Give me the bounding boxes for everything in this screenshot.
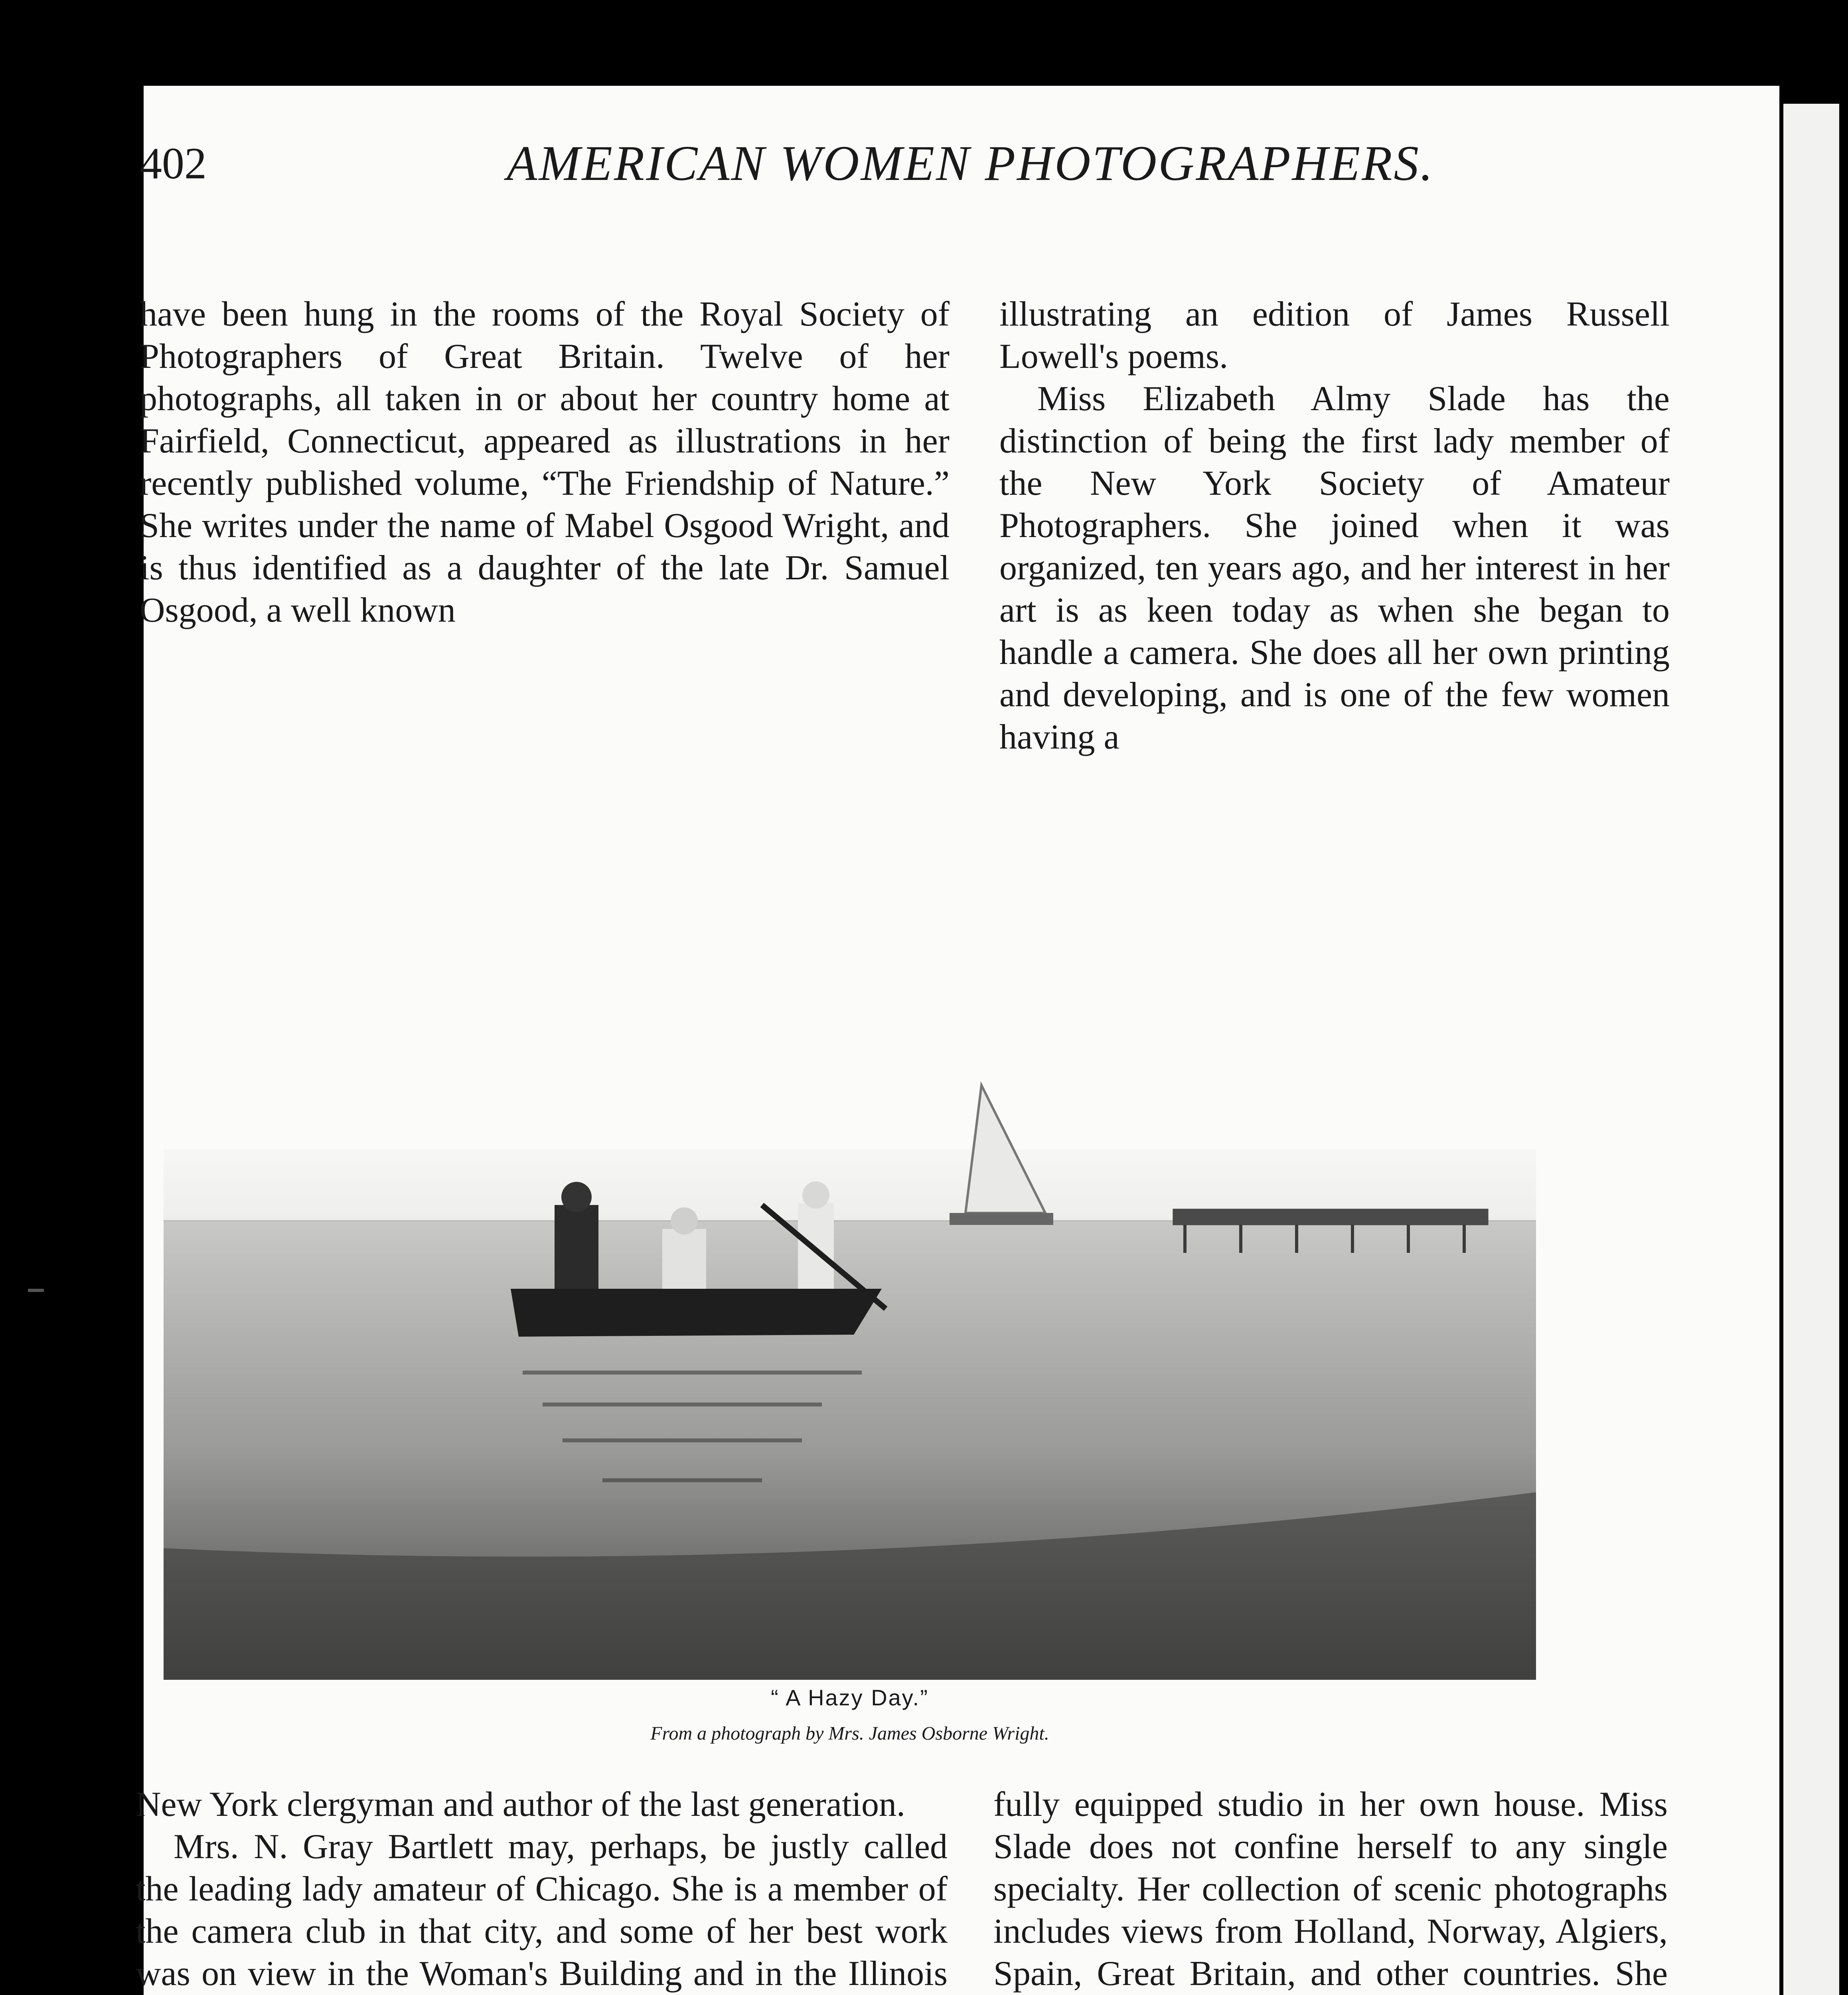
figure-caption-title: “ A Hazy Day.” [771, 1685, 929, 1710]
page-number: 402 [140, 139, 207, 188]
page-header [140, 124, 1456, 203]
paragraph: New York clergyman and author of the last generation. [136, 1785, 905, 1824]
sailboat-hull [950, 1213, 1053, 1225]
rower-left [555, 1205, 598, 1289]
paragraph: Mrs. N. Gray Bartlett may, perhaps, be justly called the leading lady amateur of Chicago. She is a member of the camera club in that city, and some of her best work was on view in the Woman's Building and in the Illinois [136, 1827, 948, 1993]
paragraph: illustrating an edition of James Russell Lowell's poems. [999, 295, 1670, 376]
paragraph: Miss Elizabeth Almy Slade has the distinction of being the first lady member of the New York Society of Amateur Photographers. She joined when it was organized, ten years ago, and her interest in her art is as keen today as when she began to handle a camera. She does all her own printing and developing, and is one of the few women having a [999, 379, 1670, 757]
photograph-a-hazy-day [164, 870, 1536, 1680]
running-title: AMERICAN WOMEN PHOTOGRAPHERS. [507, 136, 1435, 191]
column-bottom-left [136, 1784, 948, 1995]
rowboat [511, 1289, 882, 1337]
column-top-right [999, 293, 1670, 758]
rower-standing [798, 1203, 834, 1289]
paragraph: have been hung in the rooms of the Royal Society of Photographers of Great Britain. Twelve of her photographs, all taken in or about her country home at Fairfield, Connecticut, appeared as illustrations in her recently published volume, “The Friendship of Nature.” She writes under the name of Mabel Osgood Wright, and is thus identified as a daughter of the late Dr. Samuel Osgood, a well known [140, 295, 950, 630]
scan-margin-mark [28, 1289, 44, 1292]
column-bottom-right [993, 1784, 1668, 1995]
paragraph: fully equipped studio in her own house. Miss Slade does not confine herself to any single specialty. Her collection of scenic photographs includes views from Holland, Norway, Algiers, Spain, Great Britain, and other countries. She [993, 1785, 1668, 1993]
figure-caption-credit: From a photograph by Mrs. James Osborne Wright. [650, 1723, 1049, 1744]
passenger-white [662, 1229, 706, 1289]
rowboat-photograph [164, 870, 1536, 1680]
facing-page-edge [1783, 104, 1839, 1995]
column-top-left [140, 293, 950, 632]
